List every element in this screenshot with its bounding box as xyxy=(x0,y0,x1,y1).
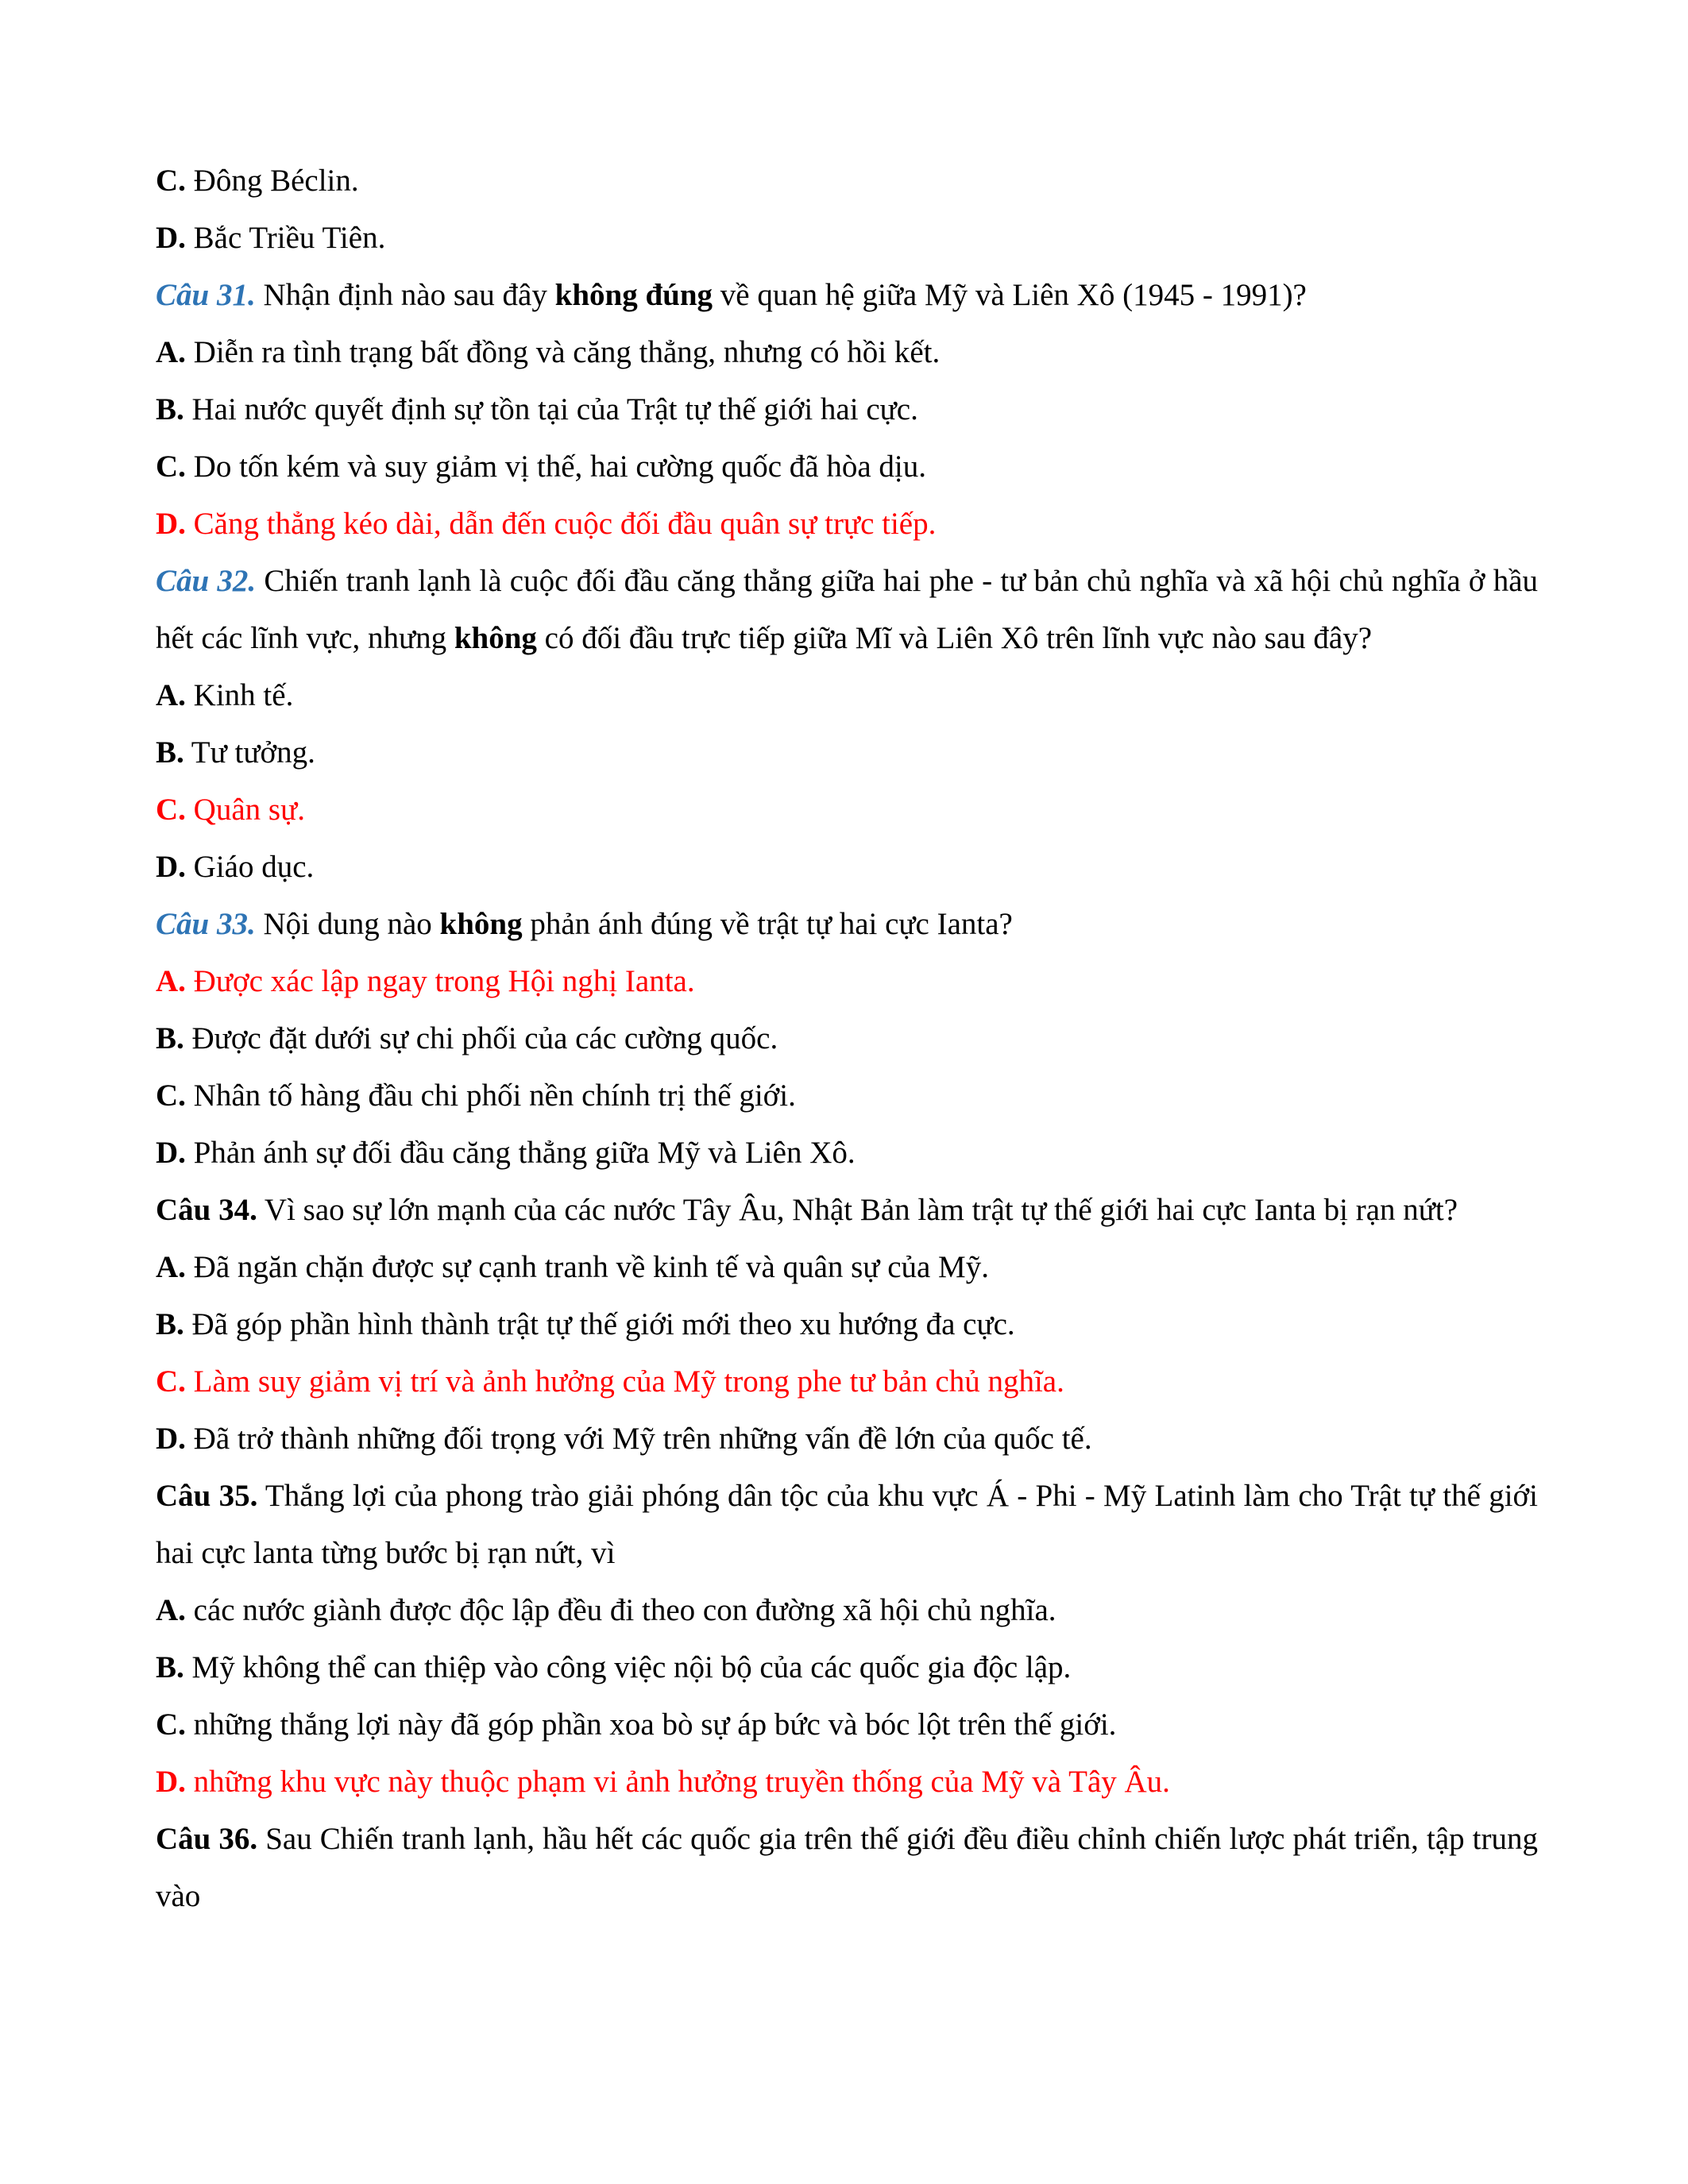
question-36 xyxy=(156,1811,1538,1925)
option-text: Đã ngăn chặn được sự cạnh tranh về kinh tế và quân sự của Mỹ. xyxy=(185,1250,989,1284)
q33-option-b xyxy=(156,1010,1538,1067)
q35-option-b xyxy=(156,1639,1538,1696)
option-label: D. xyxy=(156,1136,186,1170)
question-text: Nhận định nào sau đây xyxy=(255,278,555,312)
q34-option-d xyxy=(156,1410,1538,1468)
option-text: Tư tưởng. xyxy=(183,735,315,770)
question-number: Câu 33. xyxy=(156,907,256,941)
option-label: D. xyxy=(156,507,186,541)
q33-option-a-correct xyxy=(156,953,1538,1010)
option-label: D. xyxy=(156,1422,186,1456)
emphasis: không đúng xyxy=(554,278,713,312)
question-text: Thắng lợi của phong trào giải phóng dân tộc của khu vực Á - Phi - Mỹ Latinh làm cho Trật tự thế giới hai cực lanta từng bước bị rạn nứt, vì xyxy=(156,1479,1538,1570)
option-text: Đông Béclin. xyxy=(185,164,359,198)
q34-option-a xyxy=(156,1239,1538,1296)
option-text: Kinh tế. xyxy=(185,678,294,712)
option-text: Diễn ra tình trạng bất đồng và căng thẳng, nhưng có hồi kết. xyxy=(185,335,941,369)
option-label: B. xyxy=(156,392,184,426)
question-number: Câu 36. xyxy=(156,1822,258,1856)
emphasis: không xyxy=(454,621,537,655)
q31-option-b xyxy=(156,381,1538,438)
option-text: Hai nước quyết định sự tồn tại của Trật tự thế giới hai cực. xyxy=(183,392,918,426)
option-d xyxy=(156,210,1538,267)
q31-option-c xyxy=(156,438,1538,496)
question-text: Vì sao sự lớn mạnh của các nước Tây Âu, Nhật Bản làm trật tự thế giới hai cực Ianta bị rạn nứt? xyxy=(257,1193,1458,1227)
option-label: D. xyxy=(156,1765,186,1799)
option-text: Làm suy giảm vị trí và ảnh hưởng của Mỹ trong phe tư bản chủ nghĩa. xyxy=(185,1364,1064,1399)
q35-option-d-correct xyxy=(156,1754,1538,1811)
option-text: Căng thẳng kéo dài, dẫn đến cuộc đối đầu quân sự trực tiếp. xyxy=(185,507,937,541)
q34-option-b xyxy=(156,1296,1538,1353)
q32-option-b xyxy=(156,724,1538,781)
q32-option-c-correct xyxy=(156,781,1538,839)
question-number: Câu 31. xyxy=(156,278,256,312)
q35-option-c xyxy=(156,1696,1538,1754)
option-label: C. xyxy=(156,1364,186,1399)
question-number: Câu 34. xyxy=(156,1193,257,1227)
option-text: Được đặt dưới sự chi phối của các cường quốc. xyxy=(183,1021,778,1055)
option-label: B. xyxy=(156,1021,184,1055)
q31-option-a xyxy=(156,324,1538,381)
question-number: Câu 35. xyxy=(156,1479,258,1513)
option-c xyxy=(156,152,1538,210)
q33-option-d xyxy=(156,1125,1538,1182)
question-35 xyxy=(156,1468,1538,1582)
option-text: Quân sự. xyxy=(185,793,305,827)
q32-option-a xyxy=(156,667,1538,724)
option-label: D. xyxy=(156,850,186,884)
option-text: Đã trở thành những đối trọng với Mỹ trên những vấn đề lớn của quốc tế. xyxy=(185,1422,1092,1456)
option-label: A. xyxy=(156,964,186,998)
option-label: B. xyxy=(156,735,184,770)
option-label: A. xyxy=(156,1250,186,1284)
option-text: những thắng lợi này đã góp phần xoa bò sự áp bức và bóc lột trên thế giới. xyxy=(185,1707,1117,1742)
question-text: phản ánh đúng về trật tự hai cực Ianta? xyxy=(522,907,1013,941)
q34-option-c-correct xyxy=(156,1353,1538,1410)
question-34 xyxy=(156,1182,1538,1239)
option-label: C. xyxy=(156,1707,186,1742)
option-label: C. xyxy=(156,793,186,827)
option-label: A. xyxy=(156,1593,186,1627)
question-text: về quan hệ giữa Mỹ và Liên Xô (1945 - 1991)? xyxy=(713,278,1307,312)
question-text: Nội dung nào xyxy=(255,907,440,941)
option-label: B. xyxy=(156,1650,184,1684)
option-text: Đã góp phần hình thành trật tự thế giới mới theo xu hướng đa cực. xyxy=(183,1307,1015,1341)
question-33 xyxy=(156,896,1538,953)
option-label: B. xyxy=(156,1307,184,1341)
option-label: C. xyxy=(156,450,186,484)
option-text: Được xác lập ngay trong Hội nghị Ianta. xyxy=(185,964,695,998)
option-text: các nước giành được độc lập đều đi theo con đường xã hội chủ nghĩa. xyxy=(185,1593,1056,1627)
option-text: Do tốn kém và suy giảm vị thế, hai cường quốc đã hòa dịu. xyxy=(185,450,926,484)
question-31 xyxy=(156,267,1538,324)
emphasis: không xyxy=(439,907,523,941)
question-text: Chiến tranh lạnh là cuộc đối đầu căng thẳng giữa hai phe - tư bản chủ nghĩa và xã hội chủ nghĩa ở hầu hết các lĩnh vực, nhưng xyxy=(156,564,1538,655)
option-text: Mỹ không thể can thiệp vào công việc nội bộ của các quốc gia độc lập. xyxy=(183,1650,1072,1684)
option-label: A. xyxy=(156,335,186,369)
option-text: Phản ánh sự đối đầu căng thẳng giữa Mỹ và Liên Xô. xyxy=(185,1136,856,1170)
option-text: Giáo dục. xyxy=(185,850,315,884)
q33-option-c xyxy=(156,1067,1538,1125)
option-label: C. xyxy=(156,1078,186,1113)
option-text: những khu vực này thuộc phạm vi ảnh hưởng truyền thống của Mỹ và Tây Âu. xyxy=(185,1765,1170,1799)
option-label: C. xyxy=(156,164,186,198)
option-text: Nhân tố hàng đầu chi phối nền chính trị thế giới. xyxy=(185,1078,796,1113)
question-32 xyxy=(156,553,1538,667)
option-text: Bắc Triều Tiên. xyxy=(185,221,386,255)
q31-option-d-correct xyxy=(156,496,1538,553)
q32-option-d xyxy=(156,839,1538,896)
document-page xyxy=(156,152,1538,1925)
question-number: Câu 32. xyxy=(156,564,257,598)
option-label: D. xyxy=(156,221,186,255)
question-text: Sau Chiến tranh lạnh, hầu hết các quốc gia trên thế giới đều điều chỉnh chiến lược phát triển, tập trung vào xyxy=(156,1822,1538,1913)
option-label: A. xyxy=(156,678,186,712)
question-text: có đối đầu trực tiếp giữa Mĩ và Liên Xô trên lĩnh vực nào sau đây? xyxy=(536,621,1373,655)
q35-option-a xyxy=(156,1582,1538,1639)
